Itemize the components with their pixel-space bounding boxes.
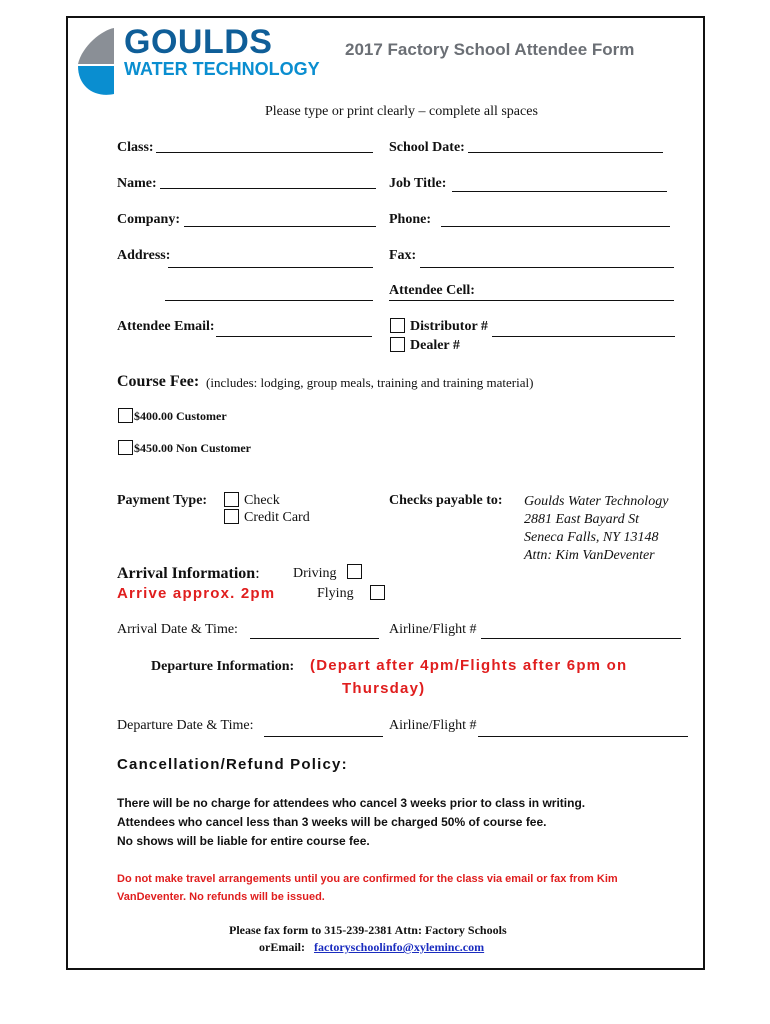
fee-customer-checkbox[interactable] <box>118 408 133 423</box>
dealer-checkbox[interactable] <box>390 337 405 352</box>
address-field-2[interactable] <box>165 300 373 301</box>
fax-instructions: Please fax form to 315-239-2381 Attn: Factory Schools <box>229 923 507 937</box>
cancellation-policy-text <box>117 794 585 851</box>
attendee-email-label: Attendee Email: <box>117 319 215 334</box>
attendee-email-field[interactable] <box>216 336 372 337</box>
school-date-field[interactable] <box>468 152 663 153</box>
logo-goulds-text: GOULDS <box>124 23 273 61</box>
attendee-cell-label: Attendee Cell: <box>389 283 475 298</box>
fee-non-customer-label: $450.00 Non Customer <box>134 441 251 455</box>
policy-line: No shows will be liable for entire course fee. <box>117 834 370 848</box>
payee-address <box>524 493 668 565</box>
job-title-label: Job Title: <box>389 176 447 191</box>
email-line <box>259 940 484 955</box>
payee-line: 2881 East Bayard St <box>524 512 639 527</box>
form-title: 2017 Factory School Attendee Form <box>345 40 635 59</box>
departure-airline-field[interactable] <box>478 736 688 737</box>
fee-non-customer-checkbox[interactable] <box>118 440 133 455</box>
name-field[interactable] <box>160 188 376 189</box>
departure-heading: Departure Information: <box>151 659 295 674</box>
payment-check-checkbox[interactable] <box>224 492 239 507</box>
departure-date-time-field[interactable] <box>264 736 383 737</box>
dealer-label: Dealer # <box>410 338 460 353</box>
payment-check-label: Check <box>244 493 280 508</box>
payment-credit-card-checkbox[interactable] <box>224 509 239 524</box>
arrival-heading-text: Arrival Information <box>117 565 256 582</box>
arrival-airline-label: Airline/Flight # <box>389 622 477 637</box>
arrive-approx-note: Arrive approx. 2pm <box>117 585 276 602</box>
payee-line: Attn: Kim VanDeventer <box>524 548 655 563</box>
name-label: Name: <box>117 176 157 191</box>
distributor-label: Distributor # <box>410 319 488 334</box>
driving-checkbox[interactable] <box>347 564 362 579</box>
class-field[interactable] <box>156 152 373 153</box>
school-date-label: School Date: <box>389 140 465 155</box>
course-fee-heading: Course Fee: <box>117 373 200 390</box>
arrival-date-time-field[interactable] <box>250 638 379 639</box>
driving-label: Driving <box>293 566 337 581</box>
address-label: Address: <box>117 248 171 263</box>
arrival-heading-colon: : <box>255 565 260 582</box>
fee-customer-label: $400.00 Customer <box>134 409 227 423</box>
payment-type-label: Payment Type: <box>117 493 208 508</box>
arrival-airline-field[interactable] <box>481 638 681 639</box>
fax-field[interactable] <box>420 267 674 268</box>
arrival-heading <box>117 565 260 583</box>
attendee-cell-field[interactable] <box>389 300 674 301</box>
travel-warning <box>117 870 618 906</box>
departure-note-line2: Thursday) <box>342 680 426 697</box>
distributor-checkbox[interactable] <box>390 318 405 333</box>
course-fee-note: (includes: lodging, group meals, training and training material) <box>206 375 534 390</box>
class-label: Class: <box>117 140 154 155</box>
flying-label: Flying <box>317 586 354 601</box>
company-field[interactable] <box>184 226 376 227</box>
departure-note-line1: (Depart after 4pm/Flights after 6pm on <box>310 657 628 674</box>
phone-label: Phone: <box>389 212 431 227</box>
payee-line: Goulds Water Technology <box>524 494 669 509</box>
instructions: Please type or print clearly – complete all spaces <box>265 104 538 119</box>
departure-airline-label: Airline/Flight # <box>389 718 477 733</box>
warning-line: VanDeventer. No refunds will be issued. <box>117 891 325 903</box>
checks-payable-label: Checks payable to: <box>389 493 503 508</box>
departure-date-time-label: Departure Date & Time: <box>117 718 254 733</box>
goulds-drop-logo-icon <box>74 26 120 98</box>
phone-field[interactable] <box>441 226 670 227</box>
payee-line: Seneca Falls, NY 13148 <box>524 530 659 545</box>
cancellation-heading: Cancellation/Refund Policy: <box>117 756 348 773</box>
email-link[interactable]: factoryschoolinfo@xyleminc.com <box>314 940 485 954</box>
distributor-number-field[interactable] <box>492 336 675 337</box>
warning-line: Do not make travel arrangements until you are confirmed for the class via email or fax from Kim <box>117 873 618 885</box>
policy-line: Attendees who cancel less than 3 weeks will be charged 50% of course fee. <box>117 815 547 829</box>
fax-label: Fax: <box>389 248 417 263</box>
arrival-date-time-label: Arrival Date & Time: <box>117 622 238 637</box>
flying-checkbox[interactable] <box>370 585 385 600</box>
policy-line: There will be no charge for attendees who cancel 3 weeks prior to class in writing. <box>117 796 586 810</box>
company-label: Company: <box>117 212 181 227</box>
logo-water-technology-text: WATER TECHNOLOGY <box>124 59 320 79</box>
payment-credit-card-label: Credit Card <box>244 510 310 525</box>
job-title-field[interactable] <box>452 191 667 192</box>
address-field-1[interactable] <box>168 267 373 268</box>
email-prefix: orEmail: <box>259 940 305 954</box>
